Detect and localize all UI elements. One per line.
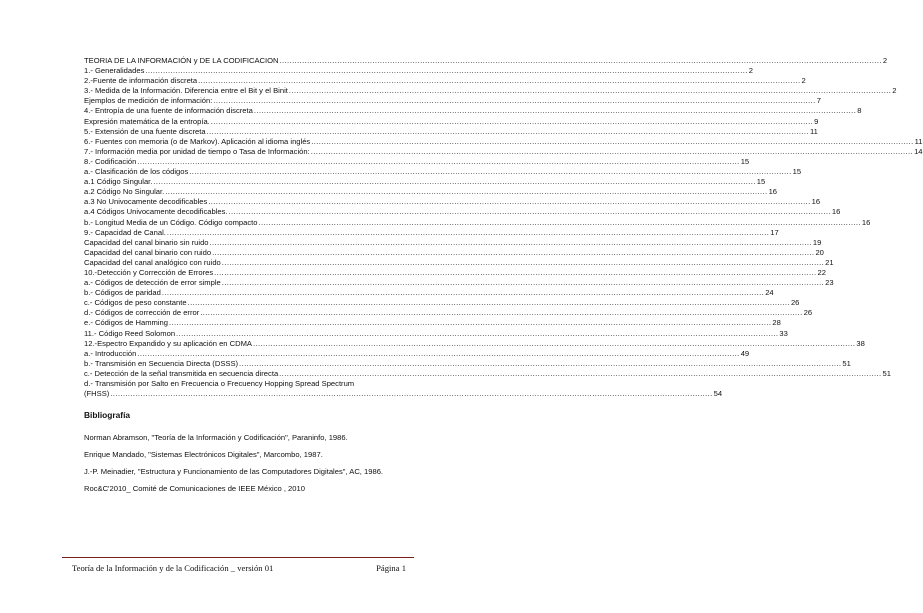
toc-leader-dots: [189, 167, 791, 177]
toc-entry-page: 22: [817, 267, 826, 277]
toc-entry-label: 4.- Entropía de una fuente de información discreta: [84, 106, 253, 116]
toc-entry[interactable]: [84, 136, 923, 147]
bibliography-entry: Enrique Mandado, "Sistemas Electrónicos Digitales", Marcombo, 1987.: [84, 450, 323, 459]
toc-entry-page: 14: [914, 146, 923, 156]
toc-entry-page: 16: [861, 217, 871, 227]
toc-leader-dots: [213, 96, 815, 106]
toc-entry-page: 2: [801, 76, 806, 86]
toc-entry-label: Capacidad del canal binario con ruido: [84, 247, 212, 257]
toc-entry[interactable]: [84, 318, 781, 328]
toc-entry-page: 16: [811, 197, 821, 207]
toc-leader-dots: [311, 147, 913, 157]
footer-page-number: Página 1: [376, 563, 406, 573]
toc-leader-dots: [210, 238, 812, 248]
toc-entry[interactable]: [84, 96, 821, 106]
toc-leader-dots: [110, 389, 712, 399]
toc-entry-page: 15: [792, 167, 802, 177]
toc-entry[interactable]: [84, 156, 750, 167]
toc-leader-dots: [259, 218, 861, 228]
toc-entry-label: 12.-Espectro Expandido y su aplicación en CDMA: [84, 338, 252, 348]
toc-entry-page: 16: [831, 207, 841, 217]
toc-entry-page: 24: [765, 288, 774, 298]
toc-entry-page: 8: [857, 106, 862, 116]
toc-entry[interactable]: [84, 116, 819, 127]
footer-divider: [62, 557, 414, 558]
toc-entry-label: 5.- Extensión de una fuente discreta: [84, 126, 206, 136]
toc-entry[interactable]: [84, 76, 806, 86]
toc-leader-dots: [212, 248, 814, 258]
toc-entry-label: a.- Introducción: [84, 348, 137, 358]
toc-entry-page: 11: [809, 126, 818, 136]
toc-entry[interactable]: [84, 126, 818, 137]
toc-entry-label: b.- Códigos de paridad: [84, 288, 161, 298]
toc-entry[interactable]: [84, 298, 800, 308]
toc-entry[interactable]: [84, 227, 779, 238]
toc-entry[interactable]: [84, 56, 888, 66]
toc-entry[interactable]: [84, 328, 788, 339]
toc-entry-page: 21: [825, 257, 834, 267]
toc-entry-label: d.- Transmisión por Salto en Frecuencia o Frecuency Hopping Spread Spectrum: [84, 379, 355, 388]
toc-entry-label: 10.-Detección y Corrección de Errores: [84, 267, 214, 277]
toc-entry-page: 33: [779, 328, 788, 338]
toc-leader-dots: [208, 197, 810, 207]
toc-entry[interactable]: [84, 86, 897, 96]
toc-entry[interactable]: [84, 106, 862, 116]
toc-entry-page: 11: [914, 136, 923, 146]
toc-entry-label: a.1 Código Singular.: [84, 177, 153, 187]
toc-entry[interactable]: [84, 308, 813, 318]
toc-entry-label: a.3 No Univocamente decodificables: [84, 197, 208, 207]
toc-entry-label: Ejemplos de medición de información:: [84, 96, 213, 106]
toc-entry-label: 9.- Capacidad de Canal.: [84, 227, 166, 237]
toc-leader-dots: [254, 106, 856, 116]
toc-entry-page: 54: [713, 389, 723, 399]
toc-entry-label: b.- Transmisión en Secuencia Directa (DSSS): [84, 358, 239, 368]
toc-leader-dots: [145, 66, 747, 76]
toc-entry-label: e.- Códigos de Hamming: [84, 318, 168, 328]
toc-leader-dots: [137, 157, 739, 167]
toc-leader-dots: [162, 288, 764, 298]
toc-entry-page: 7: [816, 96, 821, 106]
toc-entry[interactable]: [84, 247, 824, 258]
toc-entry-page: 51: [842, 358, 851, 368]
toc-entry-label-continued: (FHSS): [84, 389, 110, 399]
toc-entry-label: a.2 Código No Singular.: [84, 187, 165, 197]
toc-entry-page: 28: [772, 318, 781, 328]
toc-entry[interactable]: [84, 368, 891, 379]
toc-entry[interactable]: [84, 146, 923, 157]
toc-entry-page: 2: [882, 56, 888, 65]
toc-entry[interactable]: [84, 167, 802, 177]
toc-entry-page: 16: [768, 187, 778, 197]
toc-leader-dots: [214, 268, 816, 278]
toc-leader-dots: [207, 127, 809, 137]
toc-leader-dots: [198, 76, 800, 86]
toc-leader-dots: [289, 86, 891, 96]
toc-entry[interactable]: [84, 358, 851, 369]
bibliography-title: Bibliografía: [84, 410, 131, 420]
toc-entry-page: 15: [756, 177, 766, 187]
toc-leader-dots: [253, 339, 855, 349]
toc-entry-label: 1.- Generalidades: [84, 66, 145, 76]
toc-entry-page: 23: [825, 278, 834, 288]
toc-leader-dots: [188, 298, 790, 308]
toc-entry-label: Capacidad del canal binario sin ruido: [84, 237, 209, 247]
toc-leader-dots: [229, 207, 831, 217]
toc-leader-dots: [137, 349, 739, 359]
toc-entry-page: 26: [790, 298, 800, 308]
bibliography-entry: Norman Abramson, "Teoría de la Información y Codificación", Paraninfo, 1986.: [84, 433, 348, 442]
toc-entry-label: 6.- Fuentes con memoria (o de Markov). Aplicación al idioma inglés: [84, 136, 311, 146]
footer-document-title: Teoría de la Información y de la Codificación _ versión 01: [72, 563, 274, 573]
toc-entry-page: 51: [882, 368, 891, 378]
toc-entry-label: Capacidad del canal analógico con ruido: [84, 257, 221, 267]
toc-entry-label: TEORIA DE LA INFORMACIÓN y DE LA CODIFICACION: [84, 56, 279, 65]
toc-entry[interactable]: [84, 217, 871, 228]
toc-entry[interactable]: [84, 288, 774, 298]
toc-entry-label: 3.- Medida de la Información. Diferencia entre el Bit y el Binit: [84, 86, 288, 96]
toc-leader-dots: [211, 117, 813, 127]
toc-leader-dots: [200, 308, 802, 318]
table-of-contents: [84, 56, 923, 399]
toc-leader-dots: [222, 258, 824, 268]
toc-leader-dots: [311, 137, 913, 147]
toc-entry-page: 9: [814, 116, 819, 126]
toc-entry[interactable]: [84, 338, 865, 349]
toc-entry-page: 20: [815, 247, 824, 257]
toc-leader-dots: [169, 318, 771, 328]
toc-entry[interactable]: [84, 187, 778, 197]
toc-entry[interactable]: [84, 348, 750, 359]
bibliography-entry: J.-P. Meinadier, "Estructura y Funcionamiento de las Computadores Digitales", AC, 1986.: [84, 467, 384, 476]
toc-leader-dots: [222, 278, 824, 288]
toc-entry-label: c.- Detección de la señal transmitida en secuencia directa: [84, 368, 279, 378]
bibliography-entry: Roc&C'2010_ Comité de Comunicaciones de IEEE México , 2010: [84, 484, 305, 493]
toc-entry-page: 2: [892, 86, 897, 96]
toc-entry[interactable]: [84, 257, 834, 268]
toc-entry-page: 49: [740, 348, 750, 358]
toc-entry-page: 26: [803, 308, 813, 318]
toc-leader-dots: [167, 228, 769, 238]
toc-entry-page: 38: [856, 338, 865, 348]
toc-leader-dots: [176, 329, 778, 339]
toc-entry-label: a.4 Códigos Univocamente decodificables.: [84, 207, 228, 217]
toc-entry-page: 15: [740, 156, 750, 166]
toc-leader-dots: [239, 359, 841, 369]
toc-entry[interactable]: [84, 267, 826, 278]
toc-leader-dots: [153, 177, 755, 187]
toc-entry[interactable]: [84, 177, 766, 187]
toc-leader-dots: [165, 187, 767, 197]
toc-leader-dots: [280, 56, 882, 66]
toc-entry[interactable]: [84, 197, 821, 207]
toc-entry-label: Expresión matemática de la entropía.: [84, 116, 210, 126]
toc-entry[interactable]: [84, 278, 834, 288]
toc-entry-page: 17: [770, 227, 779, 237]
toc-entry-label: 7.- Información media por unidad de tiempo o Tasa de Información:: [84, 146, 310, 156]
toc-entry-page: 19: [812, 237, 822, 247]
toc-entry-page: 2: [748, 66, 753, 76]
toc-entry-label: a.- Clasificación de los códigos: [84, 167, 189, 177]
toc-entry-label: 2.-Fuente de información discreta: [84, 76, 198, 86]
toc-entry-label: c.- Códigos de peso constante: [84, 298, 187, 308]
toc-entry[interactable]: [84, 379, 723, 399]
toc-entry-label: 11.- Código Reed Solomon: [84, 328, 176, 338]
toc-leader-dots: [279, 369, 881, 379]
toc-entry[interactable]: [84, 237, 822, 248]
toc-entry-label: d.- Códigos de corrección de error: [84, 308, 200, 318]
toc-entry-label: 8.- Codificación: [84, 156, 137, 166]
toc-entry-label: b.- Longitud Media de un Código. Código compacto: [84, 217, 258, 227]
toc-entry-label: a.- Códigos de detección de error simple: [84, 278, 221, 288]
toc-entry[interactable]: [84, 207, 841, 217]
toc-entry[interactable]: [84, 66, 753, 76]
